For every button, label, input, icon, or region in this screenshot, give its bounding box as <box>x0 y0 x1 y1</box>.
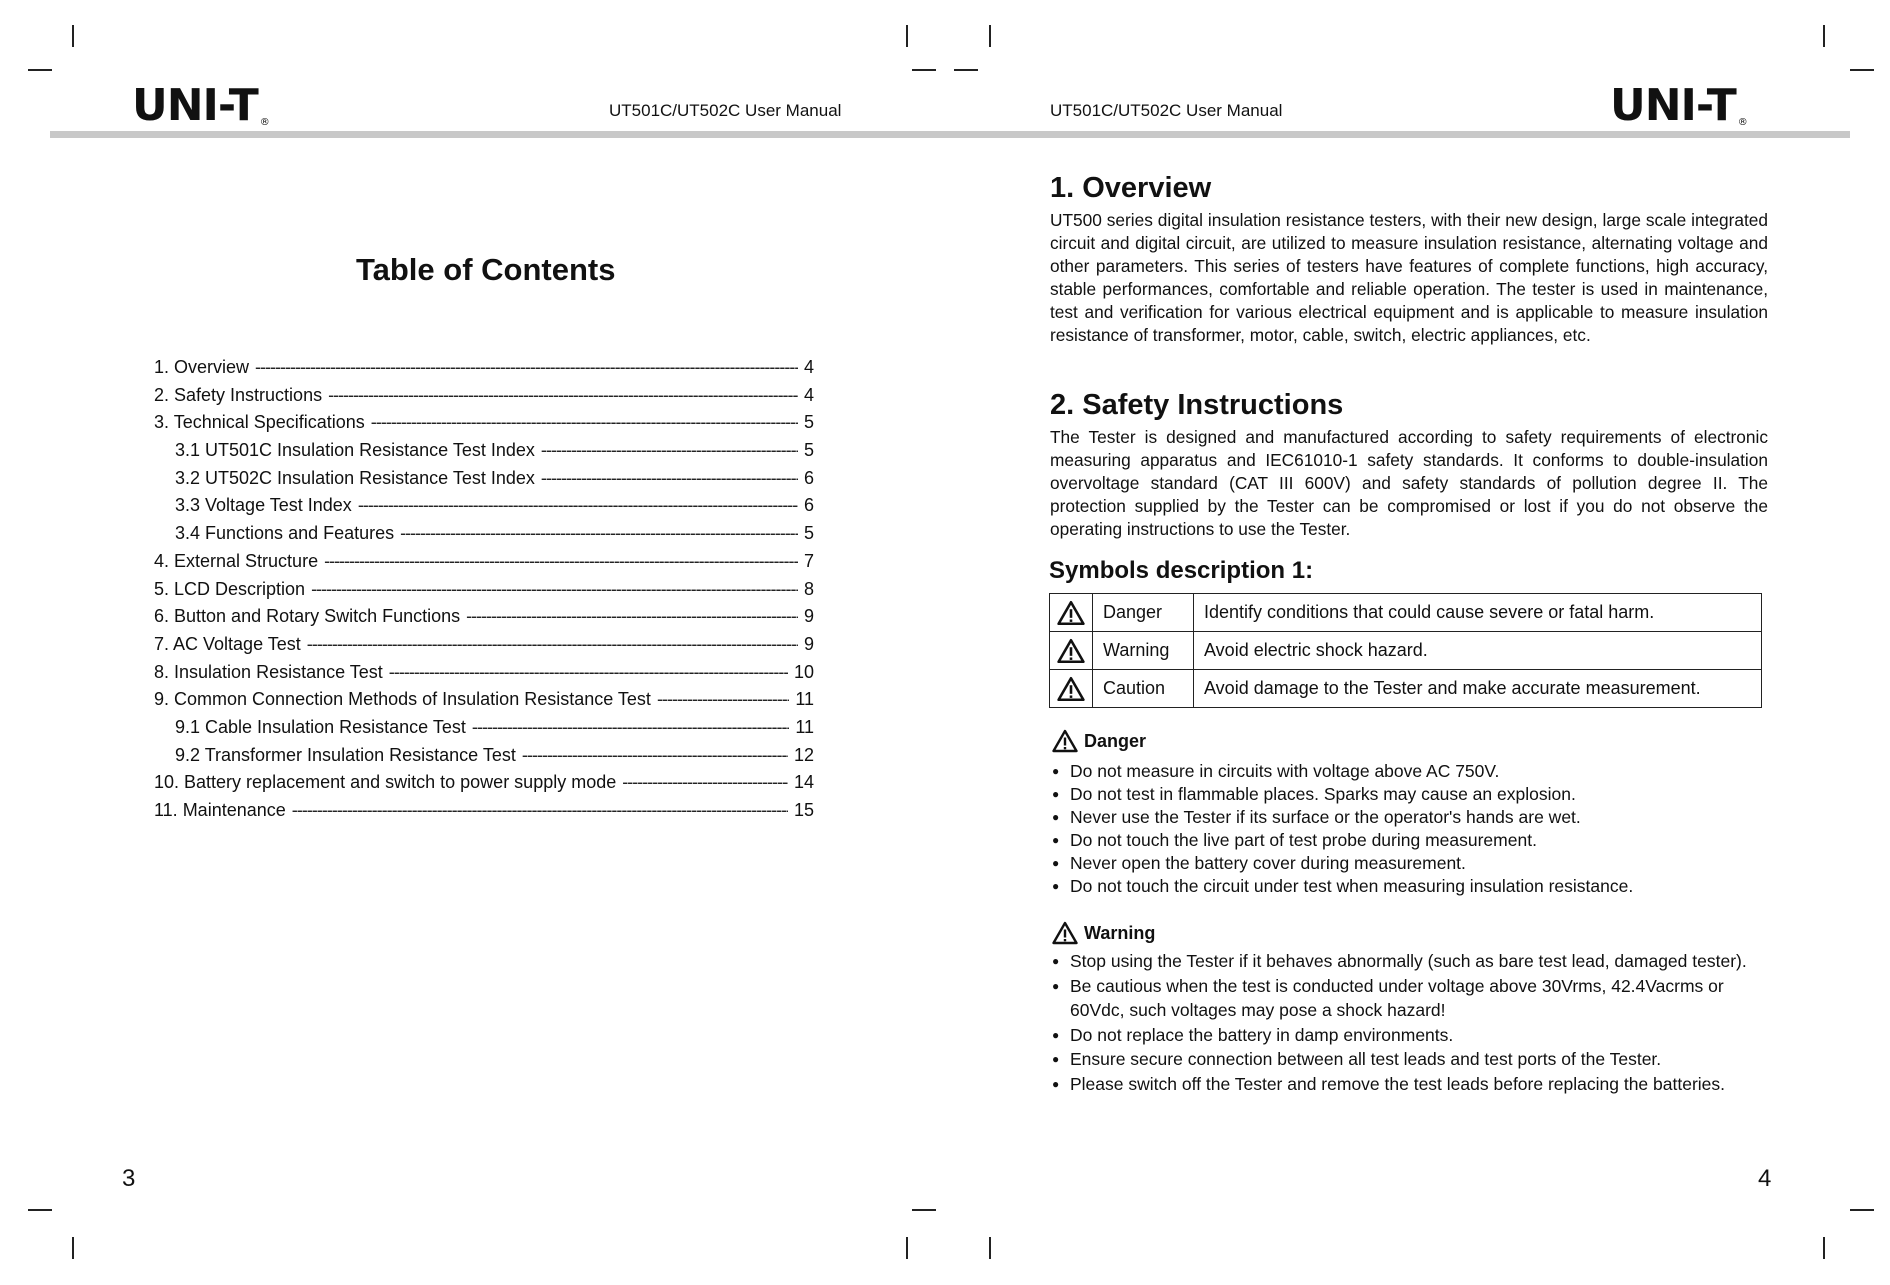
toc-entry-label: 4. External Structure <box>154 550 319 571</box>
toc-entry <box>154 551 814 579</box>
danger-list <box>1052 760 1772 898</box>
symbols-row <box>1050 632 1762 670</box>
list-item: ● Do not test in flammable places. Sparks may cause an explosion. <box>1052 783 1772 806</box>
toc-entry <box>154 772 814 800</box>
toc-entry-page: 10 <box>793 661 814 682</box>
brand-logo-right <box>1610 80 1748 131</box>
symbols-heading: Symbols description 1: <box>1049 557 1314 584</box>
warning-heading-text: Warning <box>1084 922 1156 943</box>
toc-entry-label: 3.4 Functions and Features <box>175 523 395 544</box>
toc-entry <box>154 385 814 413</box>
toc-entry-page: 12 <box>793 744 814 765</box>
symbols-table <box>1049 593 1762 708</box>
warning-heading <box>1052 921 1155 945</box>
list-item: ● Stop using the Tester if it behaves abnormally (such as bare test lead, damaged tester). <box>1052 949 1772 974</box>
toc-entry <box>154 523 814 551</box>
toc-leader <box>371 412 798 433</box>
toc-entry-label: 9.1 Cable Insulation Resistance Test <box>175 716 466 737</box>
crop-mark <box>1850 69 1874 71</box>
overview-heading: 1. Overview <box>1050 172 1212 204</box>
toc-leader <box>541 468 798 489</box>
toc-leader <box>466 606 798 627</box>
list-item: ● Be cautious when the test is conducted under voltage above 30Vrms, 42.4Vacrms or 60Vdc, such voltages may pose a shock hazard! <box>1052 974 1772 1023</box>
list-item: ● Do not measure in circuits with voltage above AC 750V. <box>1052 760 1772 783</box>
toc-entry <box>154 412 814 440</box>
toc-entry-label: 11. Maintenance <box>154 800 286 820</box>
brand-text: UNI-T <box>1610 80 1736 131</box>
crop-mark <box>912 69 936 71</box>
toc-entry-label: 3.2 UT502C Insulation Resistance Test Index <box>175 467 535 488</box>
crop-mark <box>28 1209 52 1211</box>
list-item: ● Ensure secure connection between all test leads and test ports of the Tester. <box>1052 1047 1772 1072</box>
list-item: ● Do not touch the live part of test probe during measurement. <box>1052 829 1772 852</box>
toc-entry-page: 5 <box>803 440 814 461</box>
toc-entry-page: 9 <box>803 633 814 654</box>
safety-section <box>1050 390 1768 541</box>
safety-heading: 2. Safety Instructions <box>1050 389 1344 421</box>
toc-entry <box>154 495 814 523</box>
toc-leader <box>307 634 798 655</box>
symbol-description: Avoid damage to the Tester and make accurate measurement. <box>1194 670 1762 708</box>
toc-entry <box>154 468 814 496</box>
warning-triangle-icon <box>1057 676 1085 702</box>
crop-mark <box>1850 1209 1874 1211</box>
list-item: ● Do not touch the circuit under test when measuring insulation resistance. <box>1052 875 1772 898</box>
safety-body: The Tester is designed and manufactured according to safety requirements of electronic measuring apparatus and IEC61010-1 safety standards. It conforms to double-insulation overvoltage standard (CAT III 600V) and safety standards of pollution degree II. The protection supplied by the Tester can be compromised or lost if you do not observe the operating instructions to use the Tester. <box>1050 426 1768 539</box>
symbol-name: Danger <box>1093 594 1194 632</box>
page-number-left: 3 <box>122 1165 136 1192</box>
toc-entry-label: 7. AC Voltage Test <box>154 633 301 654</box>
manual-title-right: UT501C/UT502C User Manual <box>1050 101 1283 120</box>
toc-entry-page: 4 <box>803 384 814 405</box>
toc-entry-page: 15 <box>793 800 814 820</box>
toc-leader <box>541 440 798 461</box>
toc-entry-label: 3.1 UT501C Insulation Resistance Test Index <box>175 440 535 461</box>
list-item: ● Never open the battery cover during measurement. <box>1052 852 1772 875</box>
list-item: ● Please switch off the Tester and remove the test leads before replacing the batteries. <box>1052 1072 1772 1097</box>
toc-leader <box>311 579 798 600</box>
toc-leader <box>324 551 798 572</box>
symbol-icon-cell <box>1050 670 1093 708</box>
toc-entry-label: 9. Common Connection Methods of Insulation Resistance Test <box>154 689 651 710</box>
toc-entry-page: 8 <box>803 578 814 599</box>
symbol-name: Caution <box>1093 670 1194 708</box>
toc-entry-page: 5 <box>803 412 814 433</box>
warning-triangle-icon <box>1052 921 1078 945</box>
crop-mark <box>28 69 52 71</box>
toc-entry-page: 11 <box>795 689 814 710</box>
danger-heading-text: Danger <box>1084 730 1147 751</box>
toc-entry-page: 7 <box>803 550 814 571</box>
toc-leader <box>358 495 798 516</box>
symbol-description: Identify conditions that could cause severe or fatal harm. <box>1194 594 1762 632</box>
toc-entry <box>154 689 814 717</box>
brand-logo-left <box>132 80 270 131</box>
toc-entry-label: 6. Button and Rotary Switch Functions <box>154 606 461 627</box>
toc-leader <box>292 800 788 821</box>
toc-entry-page: 6 <box>803 467 814 488</box>
toc-entry-page: 9 <box>803 606 814 627</box>
toc-leader <box>328 385 798 406</box>
overview-section <box>1050 173 1768 347</box>
toc-entry-label: 1. Overview <box>154 357 250 377</box>
warning-triangle-icon <box>1057 638 1085 664</box>
overview-body: UT500 series digital insulation resistance testers, with their new design, large scale integrated circuit and digital circuit, are utilized to measure insulation resistance, alternating voltage and other parameters. This series of testers have features of complete functions, high accuracy, stable performances, comfortable and reliable operation. The tester is used in maintenance, test and verification for various electrical equipment and is applicable to measure insulation resistance of transformer, motor, cable, switch, electric appliances, etc. <box>1050 209 1768 345</box>
toc-leader <box>522 745 788 766</box>
toc-leader <box>255 357 798 378</box>
toc-title: Table of Contents <box>356 252 616 287</box>
crop-mark <box>954 69 978 71</box>
danger-heading <box>1052 729 1146 753</box>
toc-entry-label: 9.2 Transformer Insulation Resistance Test <box>175 744 516 765</box>
list-item: ● Never use the Tester if its surface or the operator's hands are wet. <box>1052 806 1772 829</box>
crop-mark <box>1823 25 1825 47</box>
registered-mark: ® <box>259 117 270 128</box>
toc-leader <box>472 717 789 738</box>
toc-entry-label: 10. Battery replacement and switch to power supply mode <box>154 772 617 793</box>
toc-entry <box>154 357 814 385</box>
toc-entry-page: 14 <box>793 772 814 793</box>
crop-mark <box>912 1209 936 1211</box>
table-of-contents <box>154 357 814 828</box>
crop-mark <box>906 25 908 47</box>
crop-mark <box>72 1237 74 1259</box>
symbol-icon-cell <box>1050 632 1093 670</box>
crop-mark <box>989 1237 991 1259</box>
toc-entry <box>154 717 814 745</box>
crop-mark <box>72 25 74 47</box>
warning-triangle-icon <box>1057 600 1085 626</box>
toc-leader <box>657 689 789 710</box>
header-rule <box>50 131 1850 138</box>
toc-entry-label: 8. Insulation Resistance Test <box>154 661 383 682</box>
brand-text: UNI-T <box>132 80 258 131</box>
page-number-right: 4 <box>1758 1165 1772 1192</box>
toc-leader <box>400 523 798 544</box>
toc-entry-page: 4 <box>803 357 814 377</box>
symbol-description: Avoid electric shock hazard. <box>1194 632 1762 670</box>
registered-mark: ® <box>1737 117 1748 128</box>
toc-entry <box>154 440 814 468</box>
symbol-name: Warning <box>1093 632 1194 670</box>
toc-leader <box>622 772 788 793</box>
toc-entry-label: 3.3 Voltage Test Index <box>175 495 352 516</box>
toc-entry <box>154 634 814 662</box>
toc-entry <box>154 800 814 828</box>
toc-entry <box>154 662 814 690</box>
toc-entry-label: 5. LCD Description <box>154 578 306 599</box>
toc-entry <box>154 579 814 607</box>
toc-entry-label: 3. Technical Specifications <box>154 412 365 433</box>
toc-leader <box>389 662 788 683</box>
symbols-row <box>1050 670 1762 708</box>
warning-list <box>1052 949 1772 1096</box>
toc-entry <box>154 606 814 634</box>
toc-entry-page: 6 <box>803 495 814 516</box>
warning-triangle-icon <box>1052 729 1078 753</box>
crop-mark <box>1823 1237 1825 1259</box>
list-item: ● Do not replace the battery in damp environments. <box>1052 1023 1772 1048</box>
symbol-icon-cell <box>1050 594 1093 632</box>
toc-entry <box>154 745 814 773</box>
crop-mark <box>906 1237 908 1259</box>
toc-entry-label: 2. Safety Instructions <box>154 384 323 405</box>
toc-entry-page: 11 <box>795 716 814 737</box>
manual-title-left: UT501C/UT502C User Manual <box>609 101 842 120</box>
crop-mark <box>989 25 991 47</box>
symbols-row <box>1050 594 1762 632</box>
toc-entry-page: 5 <box>803 523 814 544</box>
